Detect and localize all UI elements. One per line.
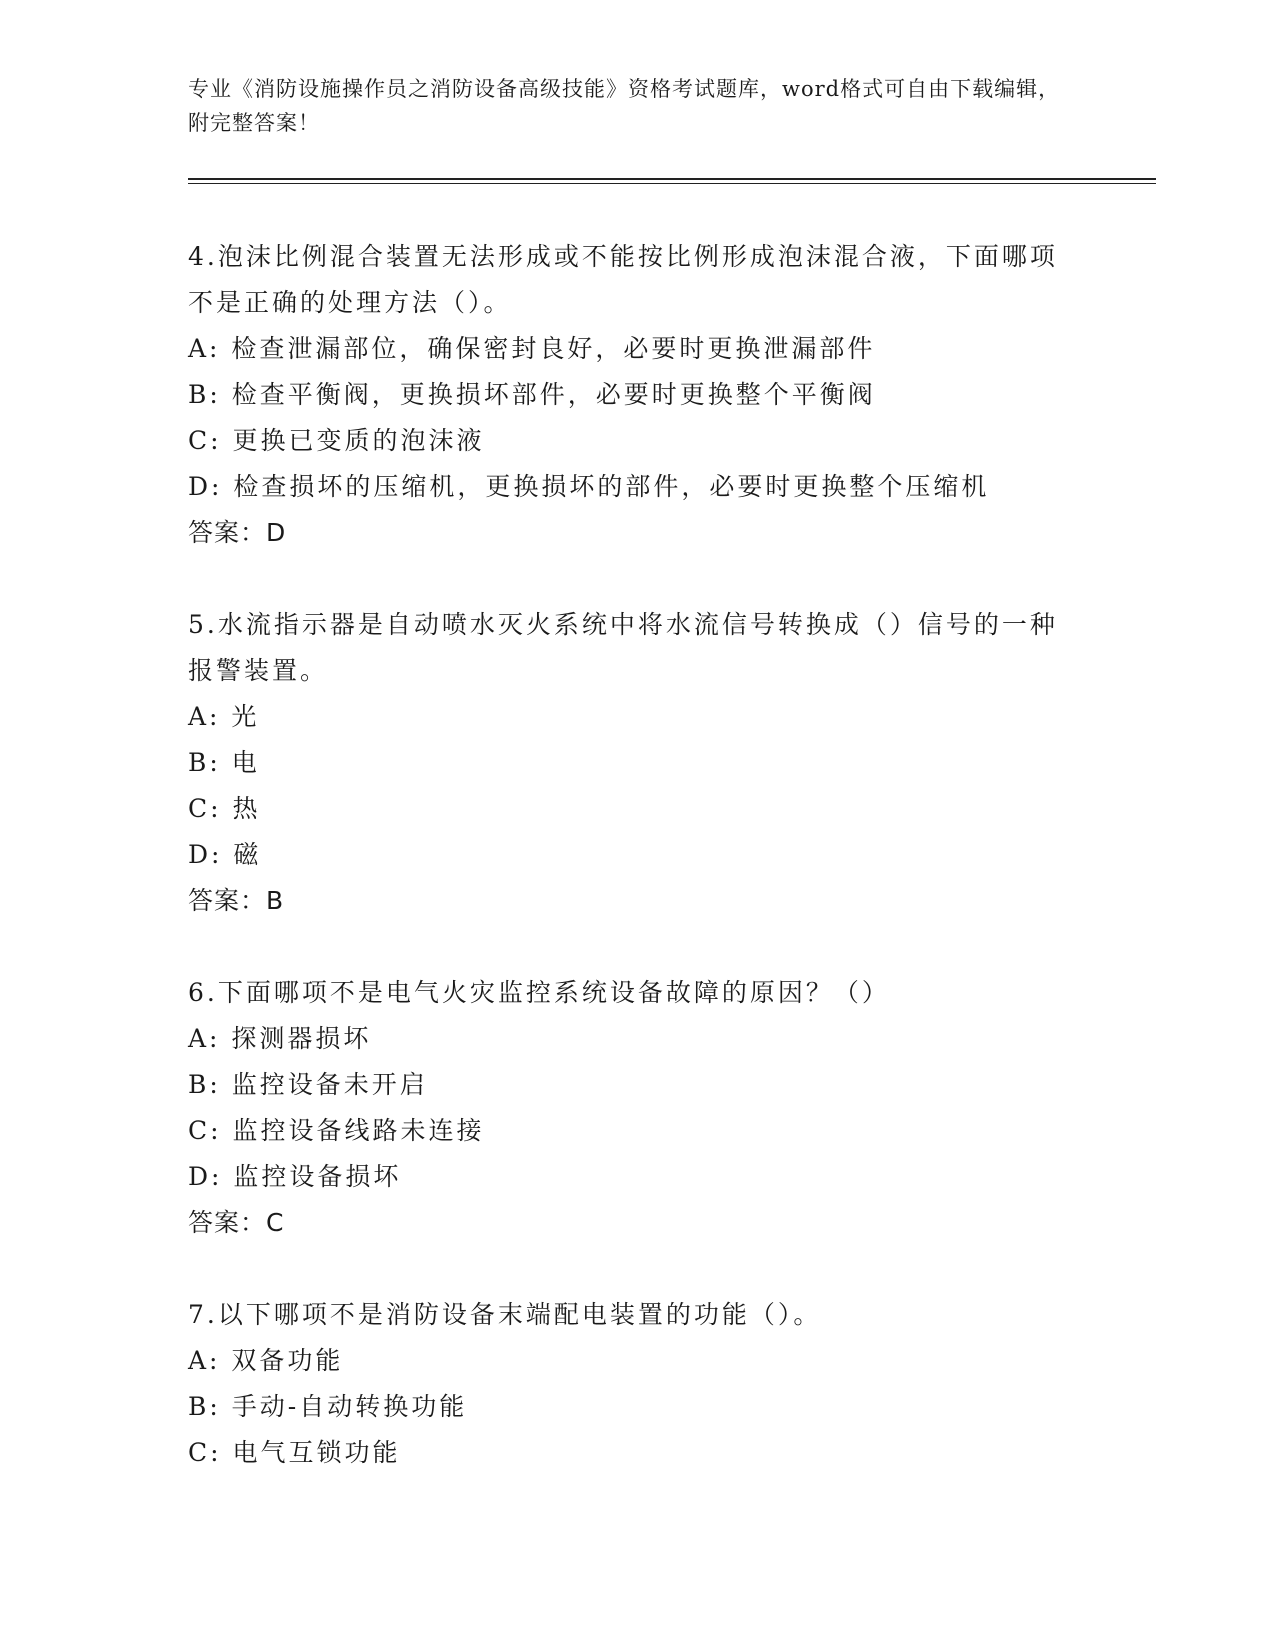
option-b: B: 检查平衡阀，更换损坏部件，必要时更换整个平衡阀: [188, 380, 876, 409]
option-b: B: 手动-自动转换功能: [188, 1392, 468, 1421]
question-4: [188, 234, 1068, 556]
option-c: C: 监控设备线路未连接: [188, 1116, 485, 1145]
option-d: D: 检查损坏的压缩机，更换损坏的部件，必要时更换整个压缩机: [188, 472, 990, 501]
option-b: B: 电: [188, 748, 260, 777]
option-a: A: 探测器损坏: [188, 1024, 372, 1053]
question-stem: 7.以下哪项不是消防设备末端配电装置的功能（）。: [188, 1300, 822, 1329]
answer-line: 答案：D: [188, 518, 287, 547]
question-6: [188, 970, 1068, 1246]
option-a: A: 双备功能: [188, 1346, 344, 1375]
header-rule-thick: [188, 178, 1156, 180]
option-a: A: 光: [188, 702, 260, 731]
question-stem: 6.下面哪项不是电气火灾监控系统设备故障的原因？（）: [188, 978, 890, 1007]
header-rule-thin: [188, 183, 1156, 184]
question-stem: 5.水流指示器是自动喷水灭火系统中将水流信号转换成（）信号的一种报警装置。: [188, 610, 1058, 685]
answer-line: 答案：C: [188, 1208, 285, 1237]
option-d: D: 磁: [188, 840, 262, 869]
question-list: [188, 234, 1068, 1522]
option-c: C: 热: [188, 794, 261, 823]
question-7: [188, 1292, 1068, 1476]
question-5: [188, 602, 1068, 924]
option-d: D: 监控设备损坏: [188, 1162, 402, 1191]
option-c: C: 电气互锁功能: [188, 1438, 401, 1467]
document-header: 专业《消防设施操作员之消防设备高级技能》资格考试题库，word格式可自由下载编辑，附完整答案！: [188, 77, 1061, 135]
answer-line: 答案：B: [188, 886, 285, 915]
question-stem: 4.泡沫比例混合装置无法形成或不能按比例形成泡沫混合液，下面哪项不是正确的处理方法（）。: [188, 242, 1058, 317]
option-c: C: 更换已变质的泡沫液: [188, 426, 485, 455]
option-a: A: 检查泄漏部位，确保密封良好，必要时更换泄漏部件: [188, 334, 876, 363]
option-b: B: 监控设备未开启: [188, 1070, 428, 1099]
